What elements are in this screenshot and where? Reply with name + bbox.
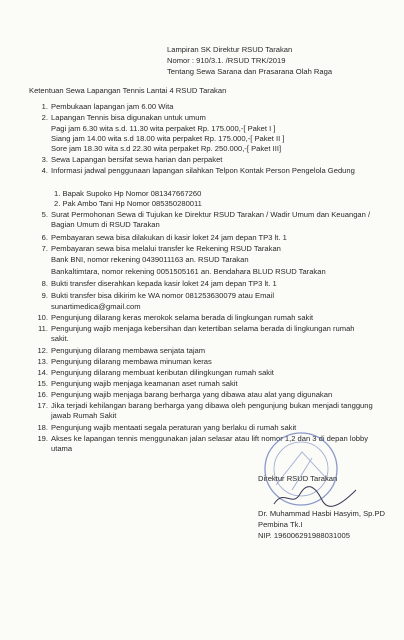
email-address: sunartimedica@gmail.com bbox=[51, 302, 141, 311]
contact-2: 2. Pak Ambo Tani Hp Nomor 085350280011 bbox=[54, 199, 202, 208]
document-heading: Ketentuan Sewa Lapangan Tennis Lantai 4 RSUD Tarakan bbox=[29, 86, 227, 95]
signatory-name: Dr. Muhammad Hasbi Hasyim, Sp.PD bbox=[258, 509, 386, 518]
header-nomor: Nomor : 910/3.1. /RSUD TRK/2019 bbox=[167, 56, 286, 65]
package-3: Sore jam 18.30 wita s.d 22.30 wita perpaket Rp. 250.000,-[ Paket III] bbox=[51, 144, 282, 153]
bank-bankaltimtara: Bankaltimtara, nomor rekening 0051505161 an. Bendahara BLUD RSUD Tarakan bbox=[51, 267, 326, 276]
signatory-nip: NIP. 196006291988031005 bbox=[258, 531, 350, 540]
contact-1: 1. Bapak Supoko Hp Nomor 081347667260 bbox=[54, 189, 202, 198]
signatory-rank: Pembina Tk.I bbox=[258, 520, 303, 529]
document-page: Lampiran SK Direktur RSUD Tarakan Nomor : 910/3.1. /RSUD TRK/2019 Tentang Sewa Sarana dan Prasarana Olah Raga Ketentuan Sewa Lapangan Tennis Lantai 4 RSUD Tarakan 1. Pembukaan lapangan jam 6.00 Wita 2. Lapangan Tennis bisa digunakan untuk umum Pagi jam 6.30 wita s.d. 11.30 wita perpaket Rp. 175.000,-[ Paket I ] Siang jam 14.00 wita s.d 18.00 wita perpaket Rp. 175.000,-[ Paket II ] Sore jam 18.30 wita s.d 22.30 wita perpaket Rp. 250.000,-[ Paket III] 3. Sewa Lapangan bersifat sewa harian dan perpaket 4. Informasi jadwal penggunaan lapangan silahkan Telpon Kontak Person Pengelola Gedung 1. Bapak Supoko Hp Nomor 081347667260 2. Pak Ambo Tani Hp Nomor 085350280011 5. Surat Permohonan Sewa di Tujukan ke Direktur RSUD Tarakan / Wadir Umum dan Keuangan / Bagian Umum di RSUD Tarakan 6. Pembayaran sewa bisa dilakukan di kasir loket 24 jam depan TP3 lt. 1 7. Pembayaran sewa bisa melalui transfer ke Rekening RSUD Tarakan Bank BNI, nomor rekening 0439011163 an. RSUD Tarakan Bankaltimtara, nomor rekening 0051505161 an. Bendahara BLUD RSUD Tarakan 8. Bukti transfer diserahkan kepada kasir loket 24 jam depan TP3 lt. 1 9. Bukti transfer bisa dikirim ke WA nomor 081253630079 atau Email sunartimedica@gmail.com 10. Pengunjung dilarang keras merokok selama berada di lingkungan rumah sakit 11. Pengunjung wajib menjaga kebersihan dan ketertiban selama berada di lingkungan rumah sakit. 12. Pengunjung dilarang membawa senjata tajam 13. Pengunjung dilarang membawa minuman keras 14. Pengunjung dilarang membuat keributan dilingkungan rumah sakit 15. Pengunjung wajib menjaga keamanan aset rumah sakit 16. Pengunjung wajib menjaga barang berharga yang dibawa atau alat yang digunakan 17. Jika terjadi kehilangan barang berharga yang dibawa oleh pengunjung bukan menjadi tanggung jawab Rumah Sakit 18. Pengunjung wajib mentaati segala peraturan yang berlaku di rumah sakit 19. Akses ke lapangan tennis menggunakan jalan selasar atau lift nomor 1,2 dan 3 di depan lobby utama Direktur RSUD Tarakan Dr. Muhammad Hasbi Hasyim, Sp.PD Pembina Tk.I NIP. 196006291988031005 bbox=[29, 45, 386, 540]
header-tentang: Tentang Sewa Sarana dan Prasarana Olah Raga bbox=[167, 67, 333, 76]
package-1: Pagi jam 6.30 wita s.d. 11.30 wita perpaket Rp. 175.000,-[ Paket I ] bbox=[51, 124, 276, 133]
bank-bni: Bank BNI, nomor rekening 0439011163 an. RSUD Tarakan bbox=[51, 255, 249, 264]
handwritten-signature bbox=[270, 484, 360, 510]
package-2: Siang jam 14.00 wita s.d 18.00 wita perpaket Rp. 175.000,-[ Paket II ] bbox=[51, 134, 285, 143]
header-lampiran: Lampiran SK Direktur RSUD Tarakan bbox=[167, 45, 293, 54]
signature-title: Direktur RSUD Tarakan bbox=[258, 474, 338, 483]
